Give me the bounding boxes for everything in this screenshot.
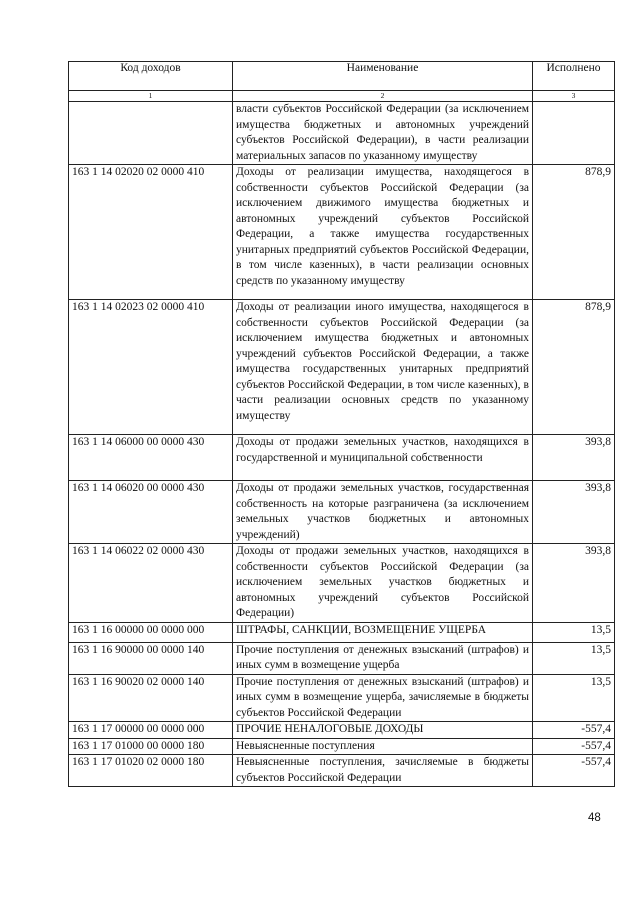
header-code: Код доходов: [69, 62, 233, 91]
row-name: Доходы от продажи земельных участков, находящихся в государственной и муниципальной собственности: [233, 435, 533, 481]
row-code: 163 1 14 06020 00 0000 430: [69, 481, 233, 544]
row-amount: -557,4: [533, 722, 615, 739]
row-name: Доходы от продажи земельных участков, государственная собственность на которые разграничена (за исключением земельных участков бюджетных и автономных учреждений): [233, 481, 533, 544]
row-code: 163 1 14 02023 02 0000 410: [69, 300, 233, 435]
table-row: [69, 435, 615, 481]
header-name: Наименование: [233, 62, 533, 91]
row-name: ПРОЧИЕ НЕНАЛОГОВЫЕ ДОХОДЫ: [233, 722, 533, 739]
table-row: [69, 642, 615, 674]
table-row: [69, 622, 615, 642]
row-code: 163 1 14 06000 00 0000 430: [69, 435, 233, 481]
table-header-row: [69, 62, 615, 91]
table-row: [69, 544, 615, 623]
table-row: [69, 165, 615, 300]
row-code: 163 1 14 02020 02 0000 410: [69, 165, 233, 300]
table-row: [69, 481, 615, 544]
row-code: 163 1 14 06022 02 0000 430: [69, 544, 233, 623]
row-code: 163 1 16 00000 00 0000 000: [69, 622, 233, 642]
row-amount: 13,5: [533, 642, 615, 674]
row-code: 163 1 17 00000 00 0000 000: [69, 722, 233, 739]
row-amount: 13,5: [533, 674, 615, 722]
row-code: [69, 102, 233, 165]
row-name: Невыясненные поступления: [233, 738, 533, 755]
row-name: Прочие поступления от денежных взысканий (штрафов) и иных сумм в возмещение ущерба: [233, 642, 533, 674]
column-number-code: 1: [69, 91, 233, 102]
row-code: 163 1 16 90020 02 0000 140: [69, 674, 233, 722]
row-amount: 393,8: [533, 481, 615, 544]
table-row: [69, 102, 615, 165]
column-number-row: [69, 91, 615, 102]
row-name: власти субъектов Российской Федерации (за исключением имущества бюджетных и автономных учреждений субъектов Российской Федерации), в части реализации материальных запасов по указанному имуществу: [233, 102, 533, 165]
row-code: 163 1 16 90000 00 0000 140: [69, 642, 233, 674]
row-name: Невыясненные поступления, зачисляемые в бюджеты субъектов Российской Федерации: [233, 755, 533, 787]
column-number-amount: 3: [533, 91, 615, 102]
row-name: Доходы от реализации иного имущества, находящегося в собственности субъектов Российской Федерации (за исключением имущества бюджетных и автономных учреждений субъектов Российской Федерации, а также имущества государственных унитарных предприятий субъектов Российской Федерации, в том числе казенных), в части реализации основных средств по указанному имуществу: [233, 300, 533, 435]
row-amount: 393,8: [533, 544, 615, 623]
row-name: Доходы от продажи земельных участков, находящихся в собственности субъектов Российской Федерации (за исключением земельных участков бюджетных и автономных учреждений субъектов Российской Федерации): [233, 544, 533, 623]
table-row: [69, 674, 615, 722]
row-amount: -557,4: [533, 738, 615, 755]
row-code: 163 1 17 01020 02 0000 180: [69, 755, 233, 787]
row-name: Доходы от реализации имущества, находящегося в собственности субъектов Российской Федерации (за исключением движимого имущества бюджетных и автономных учреждений субъектов Российской Федерации, а также имущества государственных унитарных предприятий субъектов Российской Федерации, в том числе казенных), в части реализации основных средств по указанному имуществу: [233, 165, 533, 300]
table-row: [69, 755, 615, 787]
table-row: [69, 738, 615, 755]
header-amount: Исполнено: [533, 62, 615, 91]
row-name: ШТРАФЫ, САНКЦИИ, ВОЗМЕЩЕНИЕ УЩЕРБА: [233, 622, 533, 642]
row-name: Прочие поступления от денежных взысканий (штрафов) и иных сумм в возмещение ущерба, зачисляемые в бюджеты субъектов Российской Федерации: [233, 674, 533, 722]
row-code: 163 1 17 01000 00 0000 180: [69, 738, 233, 755]
table-row: [69, 722, 615, 739]
revenue-table: [68, 61, 615, 787]
row-amount: -557,4: [533, 755, 615, 787]
page-number: 48: [588, 812, 601, 824]
row-amount: 878,9: [533, 300, 615, 435]
table-row: [69, 300, 615, 435]
row-amount: [533, 102, 615, 165]
row-amount: 13,5: [533, 622, 615, 642]
row-amount: 393,8: [533, 435, 615, 481]
column-number-name: 2: [233, 91, 533, 102]
row-amount: 878,9: [533, 165, 615, 300]
